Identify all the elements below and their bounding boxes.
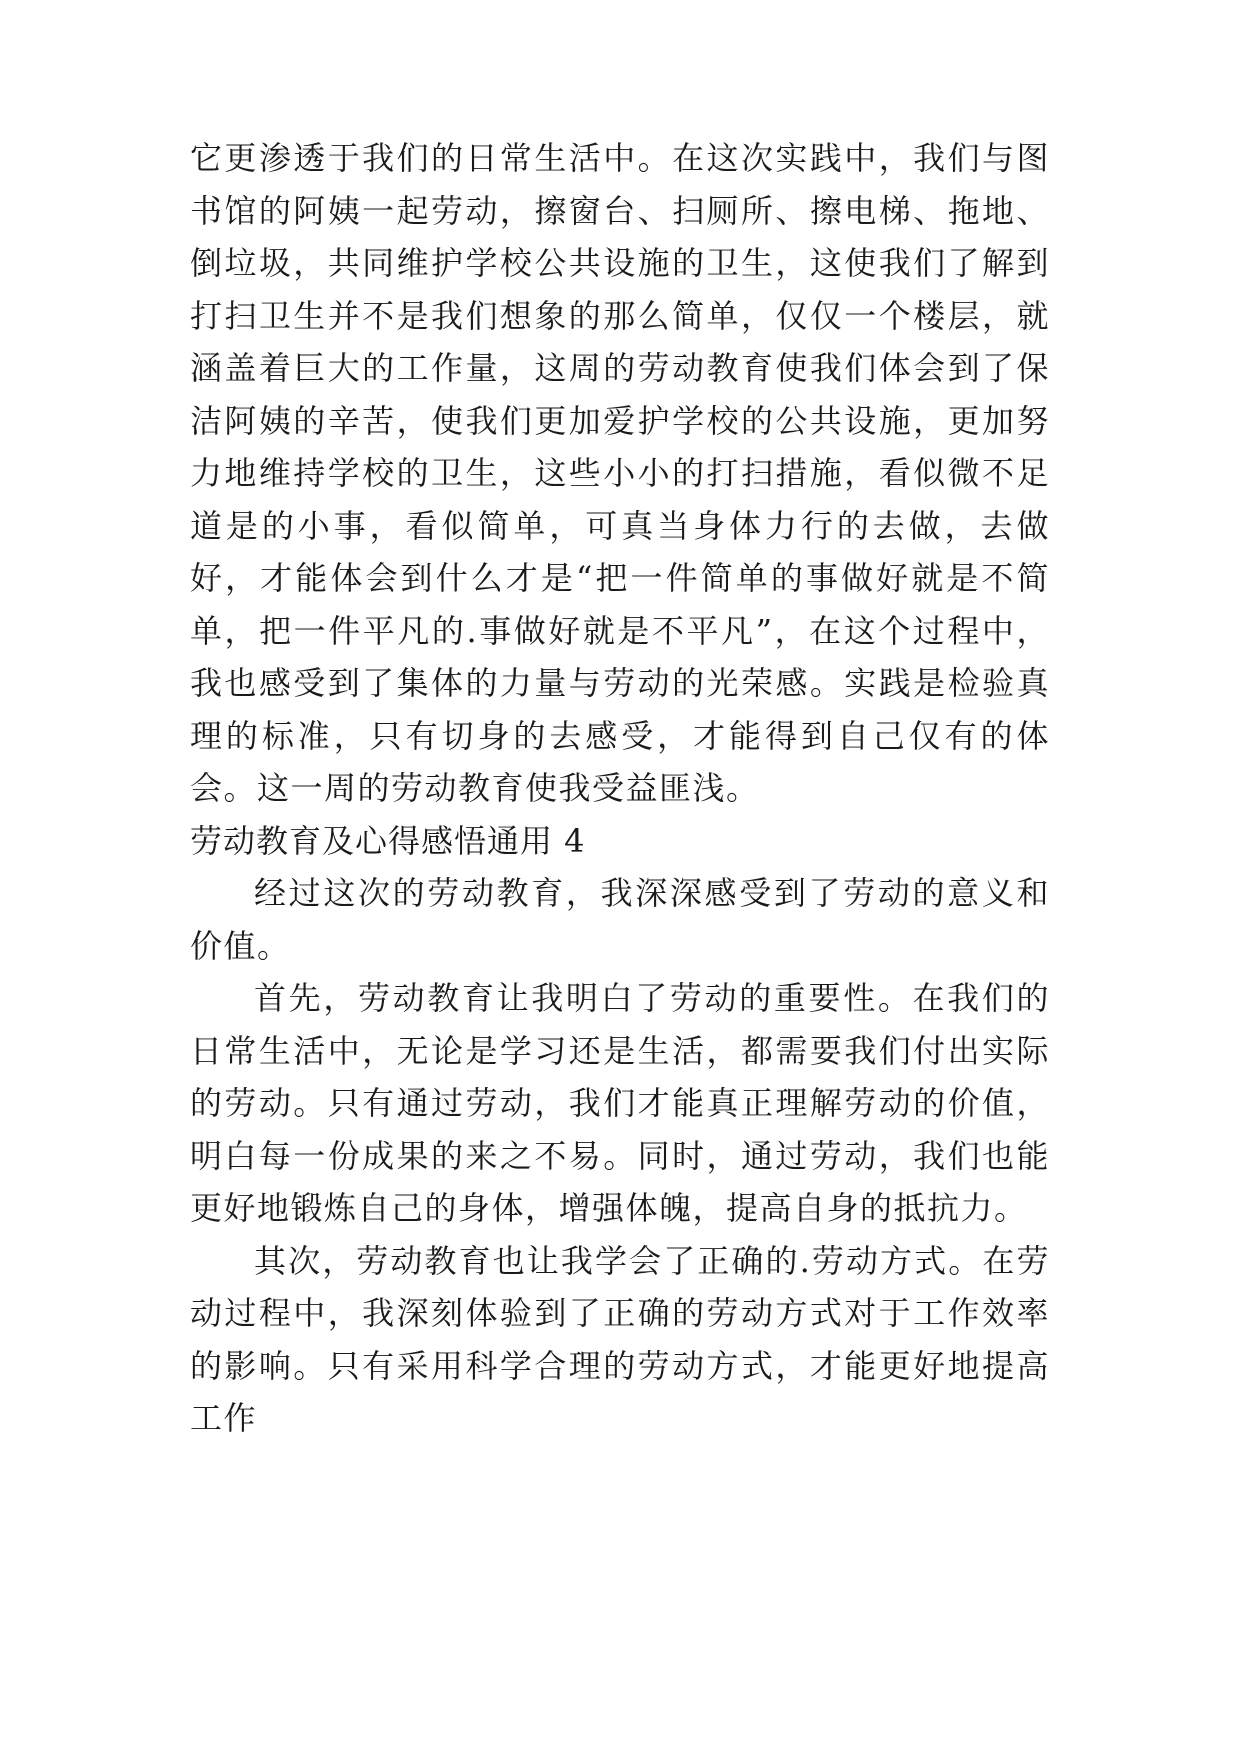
paragraph-1: 经过这次的劳动教育，我深深感受到了劳动的意义和价值。 bbox=[190, 874, 1050, 965]
paragraph-2: 首先，劳动教育让我明白了劳动的重要性。在我们的日常生活中，无论是学习还是生活，都需要我们付出实际的劳动。只有通过劳动，我们才能真正理解劳动的价值，明白每一份成果的来之不易。同时，通过劳动，我们也能更好地锻炼自己的身体，增强体魄，提高自身的抵抗力。 bbox=[190, 979, 1050, 1227]
continuation-paragraph: 它更渗透于我们的日常生活中。在这次实践中，我们与图书馆的阿姨一起劳动，擦窗台、扫厕所、擦电梯、拖地、倒垃圾，共同维护学校公共设施的卫生，这使我们了解到打扫卫生并不是我们想象的那么简单，仅仅一个楼层，就涵盖着巨大的工作量，这周的劳动教育使我们体会到了保洁阿姨的辛苦，使我们更加爱护学校的公共设施，更加努力地维持学校的卫生，这些小小的打扫措施，看似微不足道是的小事，看似简单，可真当身体力行的去做，去做好，才能体会到什么才是“把一件简单的事做好就是不简单，把一件平凡的.事做好就是不平凡”，在这个过程中，我也感受到了集体的力量与劳动的光荣感。实践是检验真理的标准，只有切身的去感受，才能得到自己仅有的体会。这一周的劳动教育使我受益匪浅。 bbox=[190, 139, 1050, 807]
section-heading: 劳动教育及心得感悟通用 4 bbox=[190, 821, 586, 860]
document-body bbox=[190, 132, 1050, 1445]
paragraph-3: 其次，劳动教育也让我学会了正确的.劳动方式。在劳动过程中，我深刻体验到了正确的劳动方式对于工作效率的影响。只有采用科学合理的劳动方式，才能更好地提高工作 bbox=[190, 1241, 1050, 1437]
